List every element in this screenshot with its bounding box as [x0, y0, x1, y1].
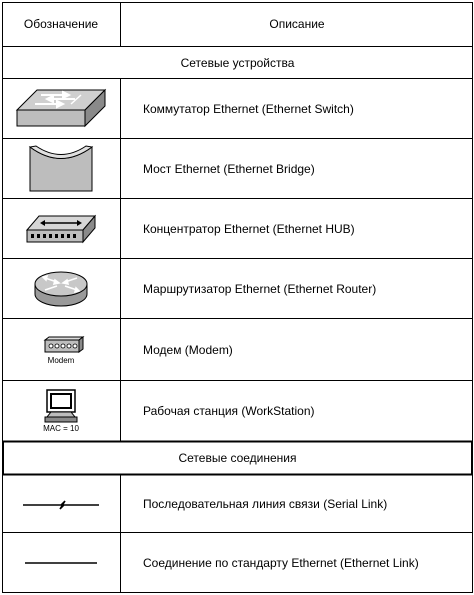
ethernet-router-icon — [2, 259, 120, 318]
row-description-modem: Модем (Modem) — [143, 342, 233, 357]
row-description-switch: Коммутатор Ethernet (Ethernet Switch) — [143, 101, 354, 116]
modem-icon — [2, 319, 120, 380]
legend-table — [2, 2, 473, 593]
row-description-hub: Концентратор Ethernet (Ethernet HUB) — [143, 221, 355, 236]
ethernet-bridge-icon — [2, 139, 120, 198]
ethernet-hub-icon — [2, 199, 120, 258]
section-title-devices: Сетевые устройства — [180, 55, 295, 70]
ethernet-link-icon — [2, 533, 120, 592]
serial-link-icon — [2, 475, 120, 532]
workstation-icon-label: MAC = 10 — [43, 424, 79, 433]
section-title-connections: Сетевые соединения — [178, 451, 297, 465]
header-description: Описание — [269, 17, 325, 31]
row-description-router: Маршрутизатор Ethernet (Ethernet Router) — [143, 281, 377, 296]
row-description-ethernet-link: Соединение по стандарту Ethernet (Ethernet Link) — [143, 555, 419, 570]
header-symbol: Обозначение — [23, 17, 99, 31]
row-description-workstation: Рабочая станция (WorkStation) — [143, 404, 315, 418]
ethernet-switch-icon — [2, 79, 120, 138]
modem-icon-label: Modem — [47, 355, 75, 365]
row-description-bridge: Мост Ethernet (Ethernet Bridge) — [143, 161, 315, 176]
workstation-icon — [2, 381, 120, 441]
row-description-serial-link: Последовательная линия связи (Serial Link) — [143, 496, 388, 511]
